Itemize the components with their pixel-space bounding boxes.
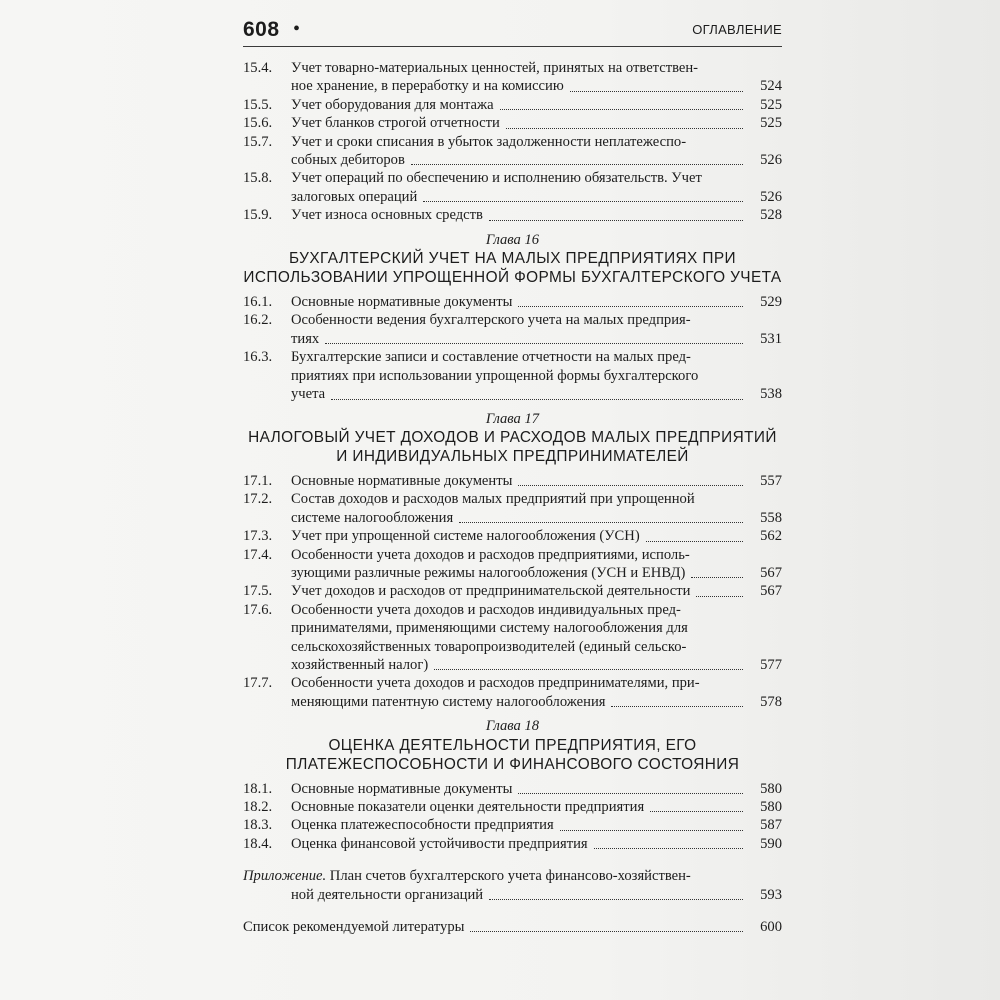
leader-dots	[570, 91, 743, 92]
page-reference: 524	[760, 78, 782, 95]
section-title-line: Учет износа основных средств	[291, 207, 483, 224]
chapter-title-line: ОЦЕНКА ДЕЯТЕЛЬНОСТИ ПРЕДПРИЯТИЯ, ЕГО	[328, 736, 697, 754]
section-title-line: ное хранение, в переработку и на комиссию	[291, 78, 564, 95]
page-reference: 529	[760, 294, 782, 311]
page-reference: 528	[760, 207, 782, 224]
section-number: 17.2.	[243, 491, 273, 508]
section-number: 15.4.	[243, 60, 273, 76]
chapter-title-line: БУХГАЛТЕРСКИЙ УЧЕТ НА МАЛЫХ ПРЕДПРИЯТИЯХ ПРИ	[289, 250, 736, 268]
chapter-title-line: НАЛОГОВЫЙ УЧЕТ ДОХОДОВ И РАСХОДОВ МАЛЫХ ПРЕДПРИЯТИЙ	[248, 428, 777, 446]
section-title	[291, 133, 782, 170]
section-number: 16.2.	[243, 312, 273, 329]
leader-dots	[696, 596, 743, 597]
section-title	[291, 59, 782, 96]
page-reference: 590	[760, 835, 782, 852]
leader-dots	[691, 577, 743, 578]
section-title-line: Основные показатели оценки деятельности предприятия	[291, 799, 645, 815]
section-title-line: Особенности учета доходов и расходов индивидуальных пред-	[291, 601, 681, 618]
page-reference: 526	[760, 152, 782, 169]
toc-entry	[243, 472, 782, 490]
leader-dots	[489, 899, 743, 900]
section-title-line: системе налогообложения	[291, 509, 454, 526]
toc-entry	[243, 835, 782, 853]
leader-dots	[506, 128, 743, 129]
leader-dots	[594, 848, 743, 849]
section-title-line: хозяйственный налог)	[291, 656, 429, 673]
leader-dots	[459, 522, 743, 523]
section-title-line: Оценка платежеспособности предприятия	[291, 817, 554, 834]
toc-entry	[243, 59, 782, 96]
section-group-17	[243, 472, 782, 711]
section-title-line: Особенности учета доходов и расходов предприятиями, исполь-	[291, 546, 690, 563]
section-title	[291, 798, 782, 816]
bibliography-page: 600	[760, 919, 782, 936]
page-reference: 580	[760, 799, 782, 815]
section-title-line: Учет оборудования для монтажа	[291, 96, 494, 113]
page-reference: 525	[760, 96, 782, 113]
section-number: 18.3.	[243, 817, 273, 834]
section-number: 16.1.	[243, 294, 273, 311]
chapter-17-label: Глава 17	[485, 410, 540, 427]
section-number: 17.6.	[243, 601, 273, 618]
leader-dots	[411, 164, 743, 165]
leader-dots	[434, 669, 743, 670]
chapter-16-title	[243, 249, 782, 287]
appendix-text: План счетов бухгалтерского учета финансово-хозяйствен-	[329, 868, 691, 885]
section-title	[291, 601, 782, 675]
toc-entry	[243, 293, 782, 311]
appendix-page: 593	[760, 886, 782, 903]
section-number: 17.1.	[243, 472, 273, 489]
section-title-line: учета	[291, 386, 326, 403]
chapter-18-label: Глава 18	[485, 718, 540, 735]
section-number: 18.4.	[243, 835, 273, 852]
table-of-contents	[243, 59, 782, 936]
section-title	[291, 114, 782, 132]
running-title: ОГЛАВЛЕНИЕ	[692, 22, 782, 37]
toc-entry	[243, 206, 782, 224]
page-reference: 557	[760, 472, 782, 489]
section-title-line: меняющими патентную систему налогообложения	[291, 693, 606, 710]
page-header	[243, 16, 782, 47]
section-group-16	[243, 293, 782, 403]
section-number: 17.5.	[243, 583, 273, 600]
section-title-line: Особенности учета доходов и расходов предпринимателями, при-	[291, 675, 700, 692]
toc-entry	[243, 674, 782, 711]
header-bullet: •	[293, 18, 301, 40]
section-group-18	[243, 780, 782, 854]
chapter-17-title	[243, 428, 782, 466]
section-title	[291, 490, 782, 527]
toc-entry	[243, 311, 782, 348]
toc-entry	[243, 527, 782, 545]
page-reference: 525	[760, 115, 782, 132]
appendix-label: Приложение.	[243, 868, 327, 885]
appendix-entry	[243, 867, 782, 904]
toc-entry	[243, 780, 782, 798]
toc-entry	[243, 169, 782, 206]
leader-dots	[325, 343, 743, 344]
page-reference: 577	[760, 656, 782, 673]
section-title	[291, 527, 782, 545]
section-title	[291, 169, 782, 206]
section-title-line: Учет товарно-материальных ценностей, принятых на ответствен-	[291, 60, 699, 76]
section-title	[291, 546, 782, 583]
page-reference: 562	[760, 528, 782, 545]
section-title	[291, 780, 782, 798]
section-title-line: Основные нормативные документы	[291, 780, 513, 797]
section-number: 15.8.	[243, 170, 273, 187]
section-number: 18.1.	[243, 780, 273, 797]
section-title	[291, 348, 782, 403]
section-number: 15.6.	[243, 115, 273, 132]
section-title-line: принимателями, применяющими систему налогообложения для	[291, 620, 688, 637]
section-title-line: Оценка финансовой устойчивости предприятия	[291, 835, 588, 852]
toc-entry	[243, 601, 782, 675]
section-title	[291, 674, 782, 711]
leader-dots	[518, 793, 743, 794]
section-title	[291, 96, 782, 114]
toc-entry	[243, 816, 782, 834]
leader-dots	[518, 485, 743, 486]
section-title-line: Учет при упрощенной системе налогообложения (УСН)	[291, 528, 640, 545]
section-title-line: Особенности ведения бухгалтерского учета на малых предприя-	[291, 312, 691, 329]
chapter-title-line: ИСПОЛЬЗОВАНИИ УПРОЩЕННОЙ ФОРМЫ БУХГАЛТЕРСКОГО УЧЕТА	[243, 269, 782, 287]
leader-dots	[470, 931, 743, 932]
toc-entry	[243, 798, 782, 816]
section-title-line: Бухгалтерские записи и составление отчетности на малых пред-	[291, 349, 691, 366]
section-title-line: тиях	[291, 330, 320, 347]
section-title	[291, 293, 782, 311]
leader-dots	[423, 201, 743, 202]
section-title	[291, 582, 782, 600]
toc-entry	[243, 490, 782, 527]
section-title-line: залоговых операций	[291, 188, 418, 205]
page-reference: 567	[760, 583, 782, 600]
page-reference: 531	[760, 330, 782, 347]
section-title-line: зующими различные режимы налогообложения (УСН и ЕНВД)	[291, 564, 686, 581]
section-title	[291, 816, 782, 834]
leader-dots	[560, 830, 743, 831]
leader-dots	[611, 706, 743, 707]
toc-entry	[243, 582, 782, 600]
chapter-title-line: ПЛАТЕЖЕСПОСОБНОСТИ И ФИНАНСОВОГО СОСТОЯНИЯ	[285, 755, 740, 773]
chapter-16-label: Глава 16	[485, 231, 540, 248]
section-title	[291, 835, 782, 853]
page-reference: 558	[760, 509, 782, 526]
section-group-15	[243, 59, 782, 225]
section-number: 15.5.	[243, 96, 273, 113]
page-reference: 587	[760, 817, 782, 834]
leader-dots	[331, 399, 743, 400]
page-reference: 526	[760, 188, 782, 205]
leader-dots	[650, 811, 743, 812]
section-number: 17.4.	[243, 546, 273, 563]
section-title-line: Основные нормативные документы	[291, 472, 513, 489]
page-reference: 580	[760, 780, 782, 797]
leader-dots	[646, 541, 743, 542]
section-title-line: сельскохозяйственных товаропроизводителей (единый сельско-	[291, 638, 687, 655]
toc-entry	[243, 133, 782, 170]
section-number: 17.3.	[243, 528, 273, 545]
bibliography-entry	[243, 918, 782, 936]
bibliography-text: Список рекомендуемой литературы	[243, 919, 465, 936]
leader-dots	[500, 109, 743, 110]
page-reference: 538	[760, 386, 782, 403]
section-number: 15.9.	[243, 207, 273, 224]
page-reference: 567	[760, 564, 782, 581]
section-title-line: Учет бланков строгой отчетности	[291, 115, 500, 132]
toc-entry	[243, 96, 782, 114]
section-title-line: приятиях при использовании упрощенной формы бухгалтерского	[291, 367, 699, 384]
appendix-text-end: ной деятельности организаций	[291, 886, 484, 903]
chapter-18-title	[243, 736, 782, 774]
section-number: 16.3.	[243, 349, 273, 366]
toc-entry	[243, 546, 782, 583]
leader-dots	[518, 306, 743, 307]
toc-entry	[243, 114, 782, 132]
section-title-line: Основные нормативные документы	[291, 294, 513, 311]
chapter-title-line: И ИНДИВИДУАЛЬНЫХ ПРЕДПРИНИМАТЕЛЕЙ	[336, 447, 689, 465]
toc-entry	[243, 348, 782, 403]
section-number: 15.7.	[243, 133, 273, 150]
section-title-line: Учет доходов и расходов от предпринимательской деятельности	[291, 583, 691, 600]
section-number: 17.7.	[243, 675, 273, 692]
page-number: 608	[243, 18, 280, 41]
section-title-line: Учет и сроки списания в убыток задолженности неплатежеспо-	[291, 133, 687, 150]
section-number: 18.2.	[243, 799, 273, 815]
page-reference: 578	[760, 693, 782, 710]
section-title-line: собных дебиторов	[291, 152, 405, 169]
section-title	[291, 311, 782, 348]
section-title-line: Учет операций по обеспечению и исполнению обязательств. Учет	[291, 170, 702, 187]
section-title	[291, 472, 782, 490]
leader-dots	[489, 220, 743, 221]
section-title	[291, 206, 782, 224]
section-title-line: Состав доходов и расходов малых предприятий при упрощенной	[291, 491, 695, 508]
